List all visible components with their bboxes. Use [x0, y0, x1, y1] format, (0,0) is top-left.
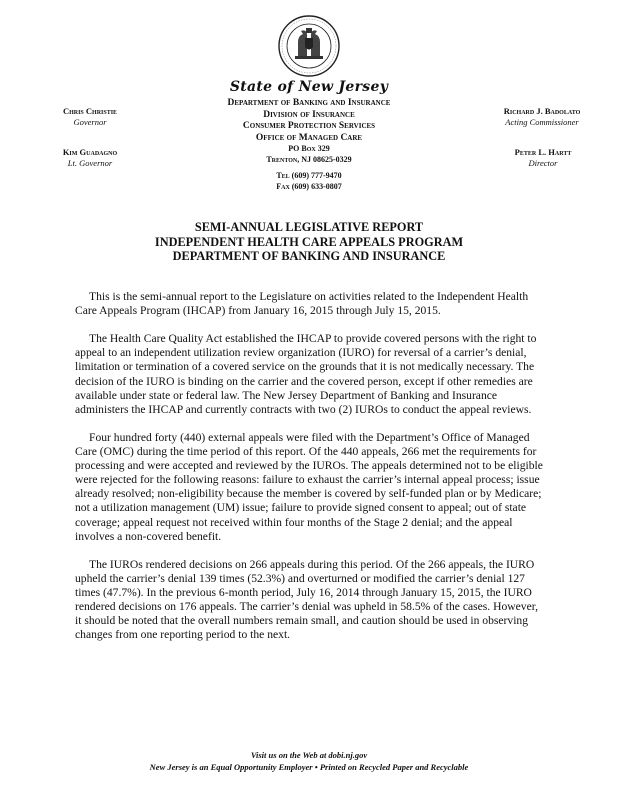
- footer-notice: New Jersey is an Equal Opportunity Employer • Printed on Recycled Paper and Recyclable: [149, 762, 469, 772]
- report-title-line: SEMI-ANNUAL LEGISLATIVE REPORT: [194, 220, 424, 234]
- office-name: Office of Managed Care: [255, 132, 363, 143]
- footer: [0, 749, 618, 773]
- services-name: Consumer Protection Services: [242, 121, 376, 132]
- official-name: Chris Christie: [62, 106, 118, 116]
- official-name: Kim Guadagno: [62, 147, 118, 157]
- official-title: Lt. Governor: [67, 157, 113, 168]
- official-title: Director: [528, 157, 558, 168]
- fax-line: Fax (609) 633-0807: [276, 181, 342, 191]
- paragraph-filings: Four hundred forty (440) external appeals were filed with the Department’s Office of Managed Care (OMC) during the time period of this report. Of the 440 appeals, 266 met the requirements for processing and were accepted and reviewed by the IUROs. The appeals determined not to be eligible were rejected for the following reasons: failure to exhaust the carrier’s internal appeal process; issue already resolved; non-eligibility because the member is covered by self-funded plan or by Medicare; not a utilization management (UM) issue; failure to provide signed consent to appeal; out of state coverage; appeal request not received within four months of the Stage 2 denial; and the appeal involves a non-covered benefit.: [75, 430, 543, 543]
- official-commissioner: [467, 106, 617, 127]
- state-seal-icon: [277, 14, 341, 78]
- report-title-line: DEPARTMENT OF BANKING AND INSURANCE: [172, 249, 446, 263]
- official-governor: [30, 106, 150, 127]
- division-name: Division of Insurance: [263, 109, 355, 120]
- state-title: State of New Jersey: [229, 79, 389, 95]
- paragraph-intro: This is the semi-annual report to the Legislature on activities related to the Independent Health Care Appeals Program (IHCAP) from January 16, 2015 through July 15, 2015.: [75, 290, 529, 318]
- phone-line: Tel (609) 777-9470: [276, 171, 342, 181]
- report-title: [0, 220, 618, 264]
- footer-website: Visit us on the Web at dobi.nj.gov: [250, 750, 368, 760]
- official-name: Richard J. Badolato: [503, 106, 581, 116]
- paragraph-act: The Health Care Quality Act established the IHCAP to provide covered persons with the right to appeal to an independent utilization review organization (IURO) for reversal of a carrier’s denial, limitation or termination of a covered service on the grounds that it is not medically necessary. The decision of the IURO is binding on the carrier and the covered person, except if other remedies are available under state or federal law. The New Jersey Department of Banking and Insurance administers the IHCAP and currently contracts with two (2) IUROs to conduct the appeal reviews.: [75, 332, 537, 416]
- official-director: [478, 147, 608, 168]
- department-name: Department of Banking and Insurance: [227, 98, 391, 108]
- address-line-2: Trenton, NJ 08625-0329: [266, 154, 352, 164]
- address-line-1: PO Box 329: [288, 144, 330, 154]
- report-title-line: INDEPENDENT HEALTH CARE APPEALS PROGRAM: [154, 234, 464, 249]
- official-lt-governor: [30, 147, 150, 168]
- official-name: Peter L. Hartt: [514, 147, 572, 157]
- report-body: [75, 290, 545, 656]
- official-title: Acting Commissioner: [505, 116, 579, 127]
- official-title: Governor: [73, 116, 107, 127]
- paragraph-decisions: The IUROs rendered decisions on 266 appeals during this period. Of the 266 appeals, the IURO upheld the carrier’s denial 139 times (52.3%) and overturned or modified the carrier’s denial 127 times (47.7%). In the previous 6-month period, July 16, 2014 through January 15, 2015, the IURO rendered decisions on 176 appeals. The carrier’s denial was upheld in 58.5% of the cases. However, it should be noted that the overall numbers remain small, and caution should be used in observing changes from one reporting period to the next.: [75, 557, 539, 642]
